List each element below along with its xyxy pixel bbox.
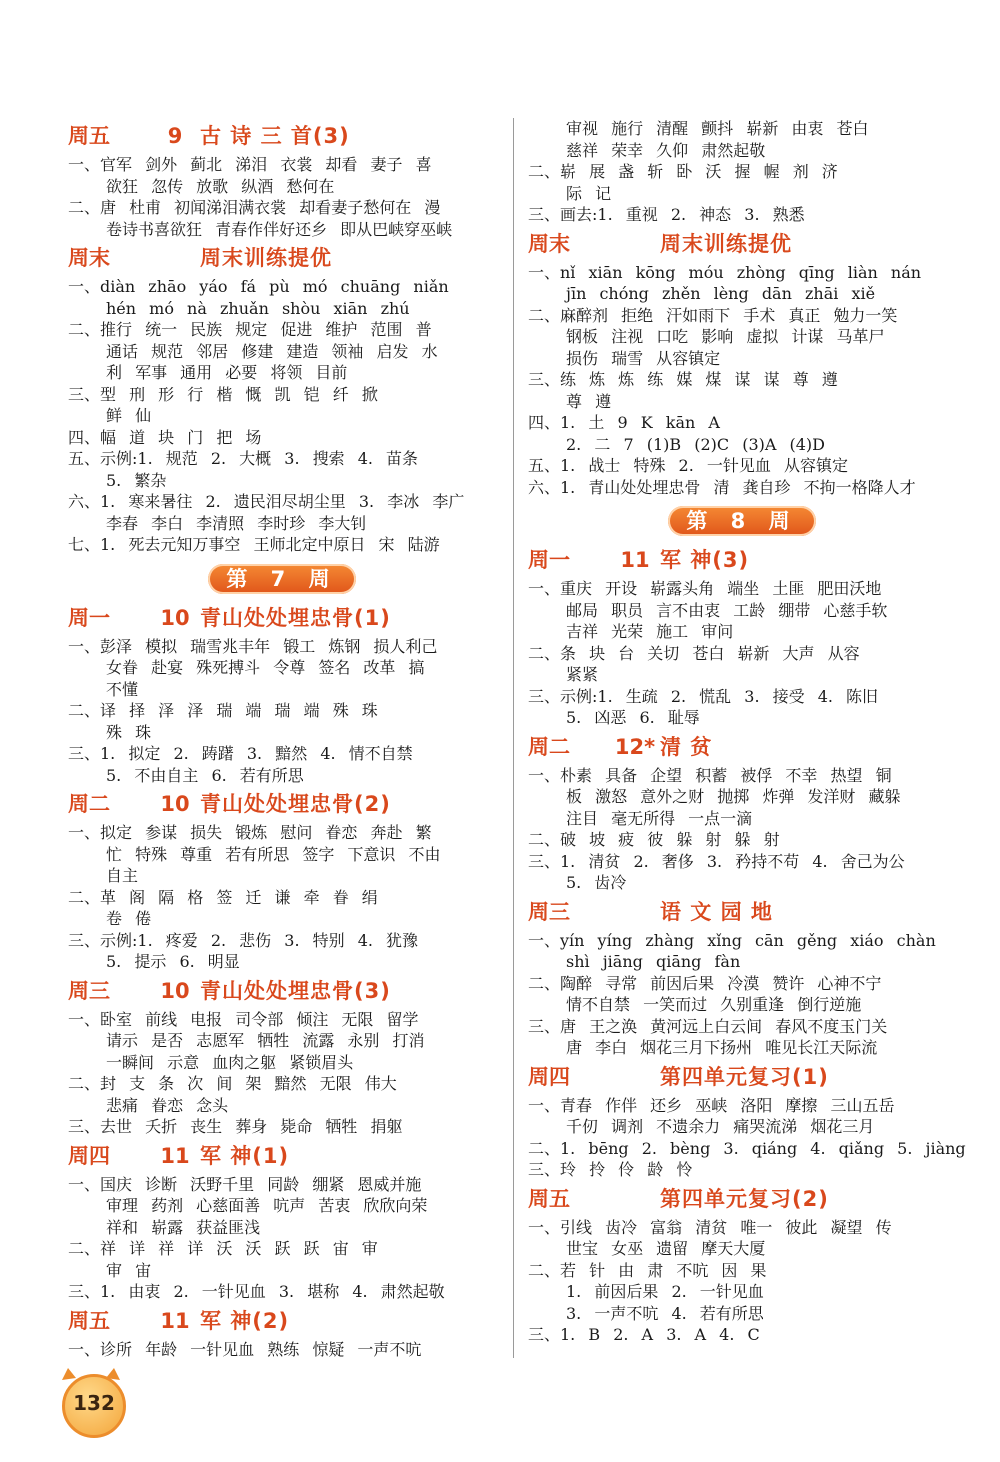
left-column	[68, 118, 508, 1360]
answer-line-continued: jīn chóng zhěn lèng dān zhāi xiě	[566, 284, 876, 303]
answer-line: 一、nǐ xiān kōng móu zhòng qīng liàn nán	[528, 262, 922, 282]
section-day: 周三	[528, 899, 570, 924]
answer-line: 二、条 块 台 关切 苍白 崭新 大声 从容	[528, 643, 860, 663]
right-column	[528, 118, 968, 1346]
answer-line-continued: 2. 二 7 (1)B (2)C (3)A (4)D	[566, 434, 826, 454]
answer-line: 三、唐 王之涣 黄河远上白云间 春风不度玉门关	[528, 1016, 888, 1036]
section-day: 周四	[528, 1064, 570, 1089]
answer-line-continued: 女眷 赴宴 殊死搏斗 令尊 签名 改革 搞	[106, 658, 425, 677]
section-day: 周五	[68, 124, 110, 148]
section-day: 周二	[68, 792, 110, 816]
answer-line: 二、破 坡 疲 彼 躲 射 躲 射	[528, 830, 780, 849]
answer-line: 三、练 炼 炼 练 媒 煤 谋 谋 尊 遵	[528, 370, 838, 389]
answer-line-continued: 吉祥 光荣 施工 审问	[566, 622, 734, 641]
section-heading	[68, 600, 508, 636]
answer-line: 一、国庆 诊断 沃野千里 同龄 绷紧 恩威并施	[68, 1174, 422, 1194]
answer-line: 一、引线 齿冷 富翁 清贫 唯一 彼此 凝望 传	[528, 1217, 892, 1237]
section-heading	[68, 973, 508, 1009]
lesson-number: 10	[160, 605, 190, 630]
section-day: 周五	[68, 1308, 110, 1333]
answer-line-continued: 5. 提示 6. 明显	[106, 952, 240, 971]
answer-line-continued: shì jiāng qiāng fàn	[566, 952, 741, 971]
section-heading	[68, 786, 508, 822]
answer-line-continued: 唐 李白 烟花三月下扬州 唯见长江天际流	[566, 1038, 878, 1057]
lesson-title: 青山处处埋忠骨(1)	[200, 605, 391, 630]
answer-line: 三、玲 拎 伶 龄 怜	[528, 1160, 693, 1179]
answer-line: 二、唐 杜甫 初闻涕泪满衣裳 却看妻子愁何在 漫	[68, 198, 441, 217]
answer-line: 四、幅 道 块 门 把 场	[68, 427, 262, 447]
answer-line: 一、yín yíng zhàng xǐng cān gěng xiáo chàn	[528, 930, 936, 950]
answer-line: 二、封 支 条 次 间 架 黯然 无限 伟大	[68, 1074, 397, 1093]
answer-line: 三、1. B 2. A 3. A 4. C	[528, 1325, 760, 1344]
section-day: 周末	[68, 246, 110, 270]
lesson-title: 语 文 园 地	[660, 899, 773, 924]
section-heading	[68, 118, 508, 154]
section-day: 周一	[68, 605, 110, 630]
answer-line-continued: 鲜 仙	[106, 406, 152, 425]
answer-line-continued: 李春 李白 李清照 李时珍 李大钊	[106, 513, 367, 533]
section-day: 周四	[68, 1143, 110, 1168]
answer-line: 二、崭 展 盏 斩 卧 沃 握 幄 剂 济	[528, 162, 838, 181]
answer-line-continued: 忙 特殊 尊重 若有所思 签字 下意识 不由	[106, 844, 441, 864]
lesson-number: 12*	[614, 734, 656, 759]
answer-line-continued: 5. 不由自主 6. 若有所思	[106, 765, 304, 785]
lesson-title: 军 神(1)	[200, 1143, 290, 1168]
answer-line-continued: 审 宙	[106, 1260, 152, 1280]
lesson-number: 9	[167, 124, 183, 148]
answer-line: 一、diàn zhāo yáo fá pù mó chuāng niǎn	[68, 277, 449, 296]
answer-line-continued: 5. 凶恶 6. 耻辱	[566, 708, 700, 727]
answer-line: 二、祥 详 祥 详 沃 沃 跃 跃 宙 审	[68, 1239, 378, 1258]
answer-line-continued: 注目 毫无所得 一点一滴	[566, 808, 753, 828]
answer-line: 一、官军 剑外 蓟北 涕泪 衣裳 却看 妻子 喜	[68, 155, 432, 174]
section-heading	[528, 226, 968, 262]
answer-line-continued: 殊 珠	[106, 722, 152, 742]
answer-line-continued: 通话 规范 邻居 修建 建造 领袖 启发 水	[106, 341, 438, 361]
answer-line: 三、去世 夭折 丧生 葬身 毙命 牺牲 捐躯	[68, 1117, 403, 1136]
answer-line: 一、朴素 具备 企望 积蓄 被俘 不幸 热望 铜	[528, 765, 892, 785]
answer-line-continued: 审理 药剂 心慈面善 吭声 苦衷 欣欣向荣	[106, 1196, 428, 1215]
column-divider	[513, 118, 514, 1358]
page-number: 132	[73, 1391, 115, 1415]
answer-line: 二、译 择 泽 泽 瑞 端 瑞 端 殊 珠	[68, 701, 378, 720]
lesson-title: 青山处处埋忠骨(2)	[200, 792, 391, 816]
answer-line-continued: 请示 是否 志愿军 牺牲 流露 永别 打消	[106, 1031, 425, 1050]
answer-line: 二、推行 统一 民族 规定 促进 维护 范围 普	[68, 320, 432, 339]
answer-line-continued: 卷诗书喜欲狂 青春作伴好还乡 即从巴峡穿巫峡	[106, 219, 453, 239]
section-heading	[528, 1059, 968, 1095]
section-heading	[528, 729, 968, 765]
answer-line: 六、1. 青山处处埋忠骨 清 龚自珍 不拘一格降人才	[528, 477, 916, 497]
answer-line-continued: 际 记	[566, 183, 612, 203]
answer-line-continued: 祥和 崭露 获益匪浅	[106, 1217, 261, 1237]
answer-line: 一、诊所 年龄 一针见血 熟练 惊疑 一声不吭	[68, 1339, 422, 1359]
section-heading	[68, 1303, 508, 1339]
answer-line: 二、若 针 由 肃 不吭 因 果	[528, 1260, 767, 1280]
section-heading	[528, 894, 968, 930]
answer-line-continued: 板 激怒 意外之财 抛掷 炸弹 发洋财 藏躲	[566, 787, 901, 806]
lesson-number: 11	[160, 1143, 190, 1168]
answer-line-continued: 情不自禁 一笑而过 久别重逢 倒行逆施	[566, 995, 862, 1014]
lesson-number: 11	[160, 1308, 190, 1333]
section-day: 周一	[528, 548, 570, 572]
answer-line: 五、示例:1. 规范 2. 大概 3. 搜索 4. 苗条	[68, 449, 419, 468]
section-heading	[528, 1181, 968, 1217]
section-day: 周二	[528, 734, 570, 759]
lesson-title: 古 诗 三 首(3)	[200, 124, 350, 148]
answer-line: 六、1. 寒来暑往 2. 遗民泪尽胡尘里 3. 李冰 李广	[68, 492, 465, 511]
section-day: 周三	[68, 978, 110, 1003]
answer-line-continued: 自主	[106, 866, 139, 885]
lesson-title: 青山处处埋忠骨(3)	[200, 978, 391, 1003]
answer-line: 三、型 刑 形 行 楷 慨 凯 铠 纤 掀	[68, 384, 378, 404]
lesson-number: 10	[160, 978, 190, 1003]
answer-line-continued: 3. 一声不吭 4. 若有所思	[566, 1303, 764, 1323]
answer-line-continued: 邮局 职员 言不由衷 工龄 绷带 心慈手软	[566, 600, 888, 620]
answer-line-continued: 世宝 女巫 遗留 摩天大厦	[566, 1239, 766, 1258]
week-banner: 第 7 周	[208, 564, 356, 594]
lesson-title: 军 神(3)	[660, 548, 750, 572]
answer-line: 三、1. 拟定 2. 踌躇 3. 黯然 4. 情不自禁	[68, 744, 413, 763]
answer-line: 一、拟定 参谋 损失 锻炼 慰问 眷恋 奔赴 繁	[68, 823, 432, 842]
answer-line-continued: 5. 齿冷	[566, 873, 627, 892]
answer-line: 一、卧室 前线 电报 司令部 倾注 无限 留学	[68, 1009, 419, 1029]
answer-line-continued: 审视 施行 清醒 颤抖 崭新 由衷 苍白	[566, 119, 869, 138]
answer-line-continued: 不懂	[106, 679, 139, 699]
lesson-title: 清 贫	[660, 734, 713, 759]
answer-line-continued: 5. 繁杂	[106, 470, 167, 490]
answer-line: 五、1. 战士 特殊 2. 一针见血 从容镇定	[528, 456, 848, 475]
answer-line: 三、示例:1. 生疏 2. 慌乱 3. 接受 4. 陈旧	[528, 686, 879, 706]
answer-line: 三、1. 清贫 2. 奢侈 3. 矜持不苟 4. 舍己为公	[528, 851, 905, 871]
answer-line-continued: 卷 倦	[106, 909, 152, 928]
answer-line-continued: 尊 遵	[566, 391, 612, 411]
answer-line: 三、示例:1. 疼爱 2. 悲伤 3. 特别 4. 犹豫	[68, 930, 419, 950]
answer-line: 一、重庆 开设 崭露头角 端坐 土匪 肥田沃地	[528, 579, 882, 598]
answer-line-continued: 1. 前因后果 2. 一针见血	[566, 1282, 764, 1301]
lesson-number: 11	[620, 548, 650, 572]
answer-line-continued: 钢板 注视 口吃 影响 虚拟 计谋 马革尸	[566, 327, 885, 346]
answer-line: 二、1. bēng 2. bèng 3. qiáng 4. qiǎng 5. jiàng	[528, 1138, 966, 1158]
section-day: 周末	[528, 231, 570, 256]
answer-line: 二、革 阁 隔 格 签 迁 谦 牵 眷 绢	[68, 887, 378, 907]
answer-line-continued: 慈祥 荣幸 久仰 肃然起敬	[566, 140, 766, 160]
answer-line-continued: hén mó nà zhuǎn shòu xiān zhú	[106, 298, 410, 318]
answer-line: 七、1. 死去元知万事空 王师北定中原日 宋 陆游	[68, 535, 440, 554]
answer-line: 一、彭泽 模拟 瑞雪兆丰年 锻工 炼钢 损人利己	[68, 636, 438, 656]
section-heading	[68, 1138, 508, 1174]
week-banner: 第 8 周	[668, 506, 816, 536]
answer-line: 三、画去:1. 重视 2. 神态 3. 熟悉	[528, 205, 805, 224]
answer-line-continued: 一瞬间 示意 血肉之躯 紧锁眉头	[106, 1052, 354, 1072]
page-number-badge	[62, 1374, 126, 1438]
answer-line: 二、麻醉剂 拒绝 汗如雨下 手术 真正 勉力一笑	[528, 305, 898, 325]
lesson-title: 周末训练提优	[200, 246, 332, 270]
answer-line: 三、1. 由衷 2. 一针见血 3. 堪称 4. 肃然起敬	[68, 1282, 445, 1301]
lesson-number: 10	[160, 792, 190, 816]
lesson-title: 周末训练提优	[660, 231, 792, 256]
lesson-title: 第四单元复习(2)	[660, 1186, 829, 1211]
answer-line-continued: 悲痛 眷恋 念头	[106, 1095, 229, 1115]
answer-line-continued: 欲狂 忽传 放歌 纵酒 愁何在	[106, 176, 335, 196]
answer-line-continued: 紧紧	[566, 665, 599, 684]
answer-line-continued: 损伤 瑞雪 从容镇定	[566, 348, 721, 368]
lesson-title: 军 神(2)	[200, 1308, 290, 1333]
section-day: 周五	[528, 1186, 570, 1211]
answer-line: 二、陶醉 寻常 前因后果 冷漠 赞许 心神不宁	[528, 973, 882, 993]
section-heading	[528, 542, 968, 578]
answer-line-continued: 千仞 调剂 不遗余力 痛哭流涕 烟花三月	[566, 1117, 875, 1136]
answer-line: 一、青春 作伴 还乡 巫峡 洛阳 摩擦 三山五岳	[528, 1095, 895, 1115]
lesson-title: 第四单元复习(1)	[660, 1064, 829, 1089]
answer-line: 四、1. 土 9 K kān A	[528, 413, 720, 432]
answer-line-continued: 利 军事 通用 必要 将领 目前	[106, 363, 348, 382]
section-heading	[68, 240, 508, 276]
